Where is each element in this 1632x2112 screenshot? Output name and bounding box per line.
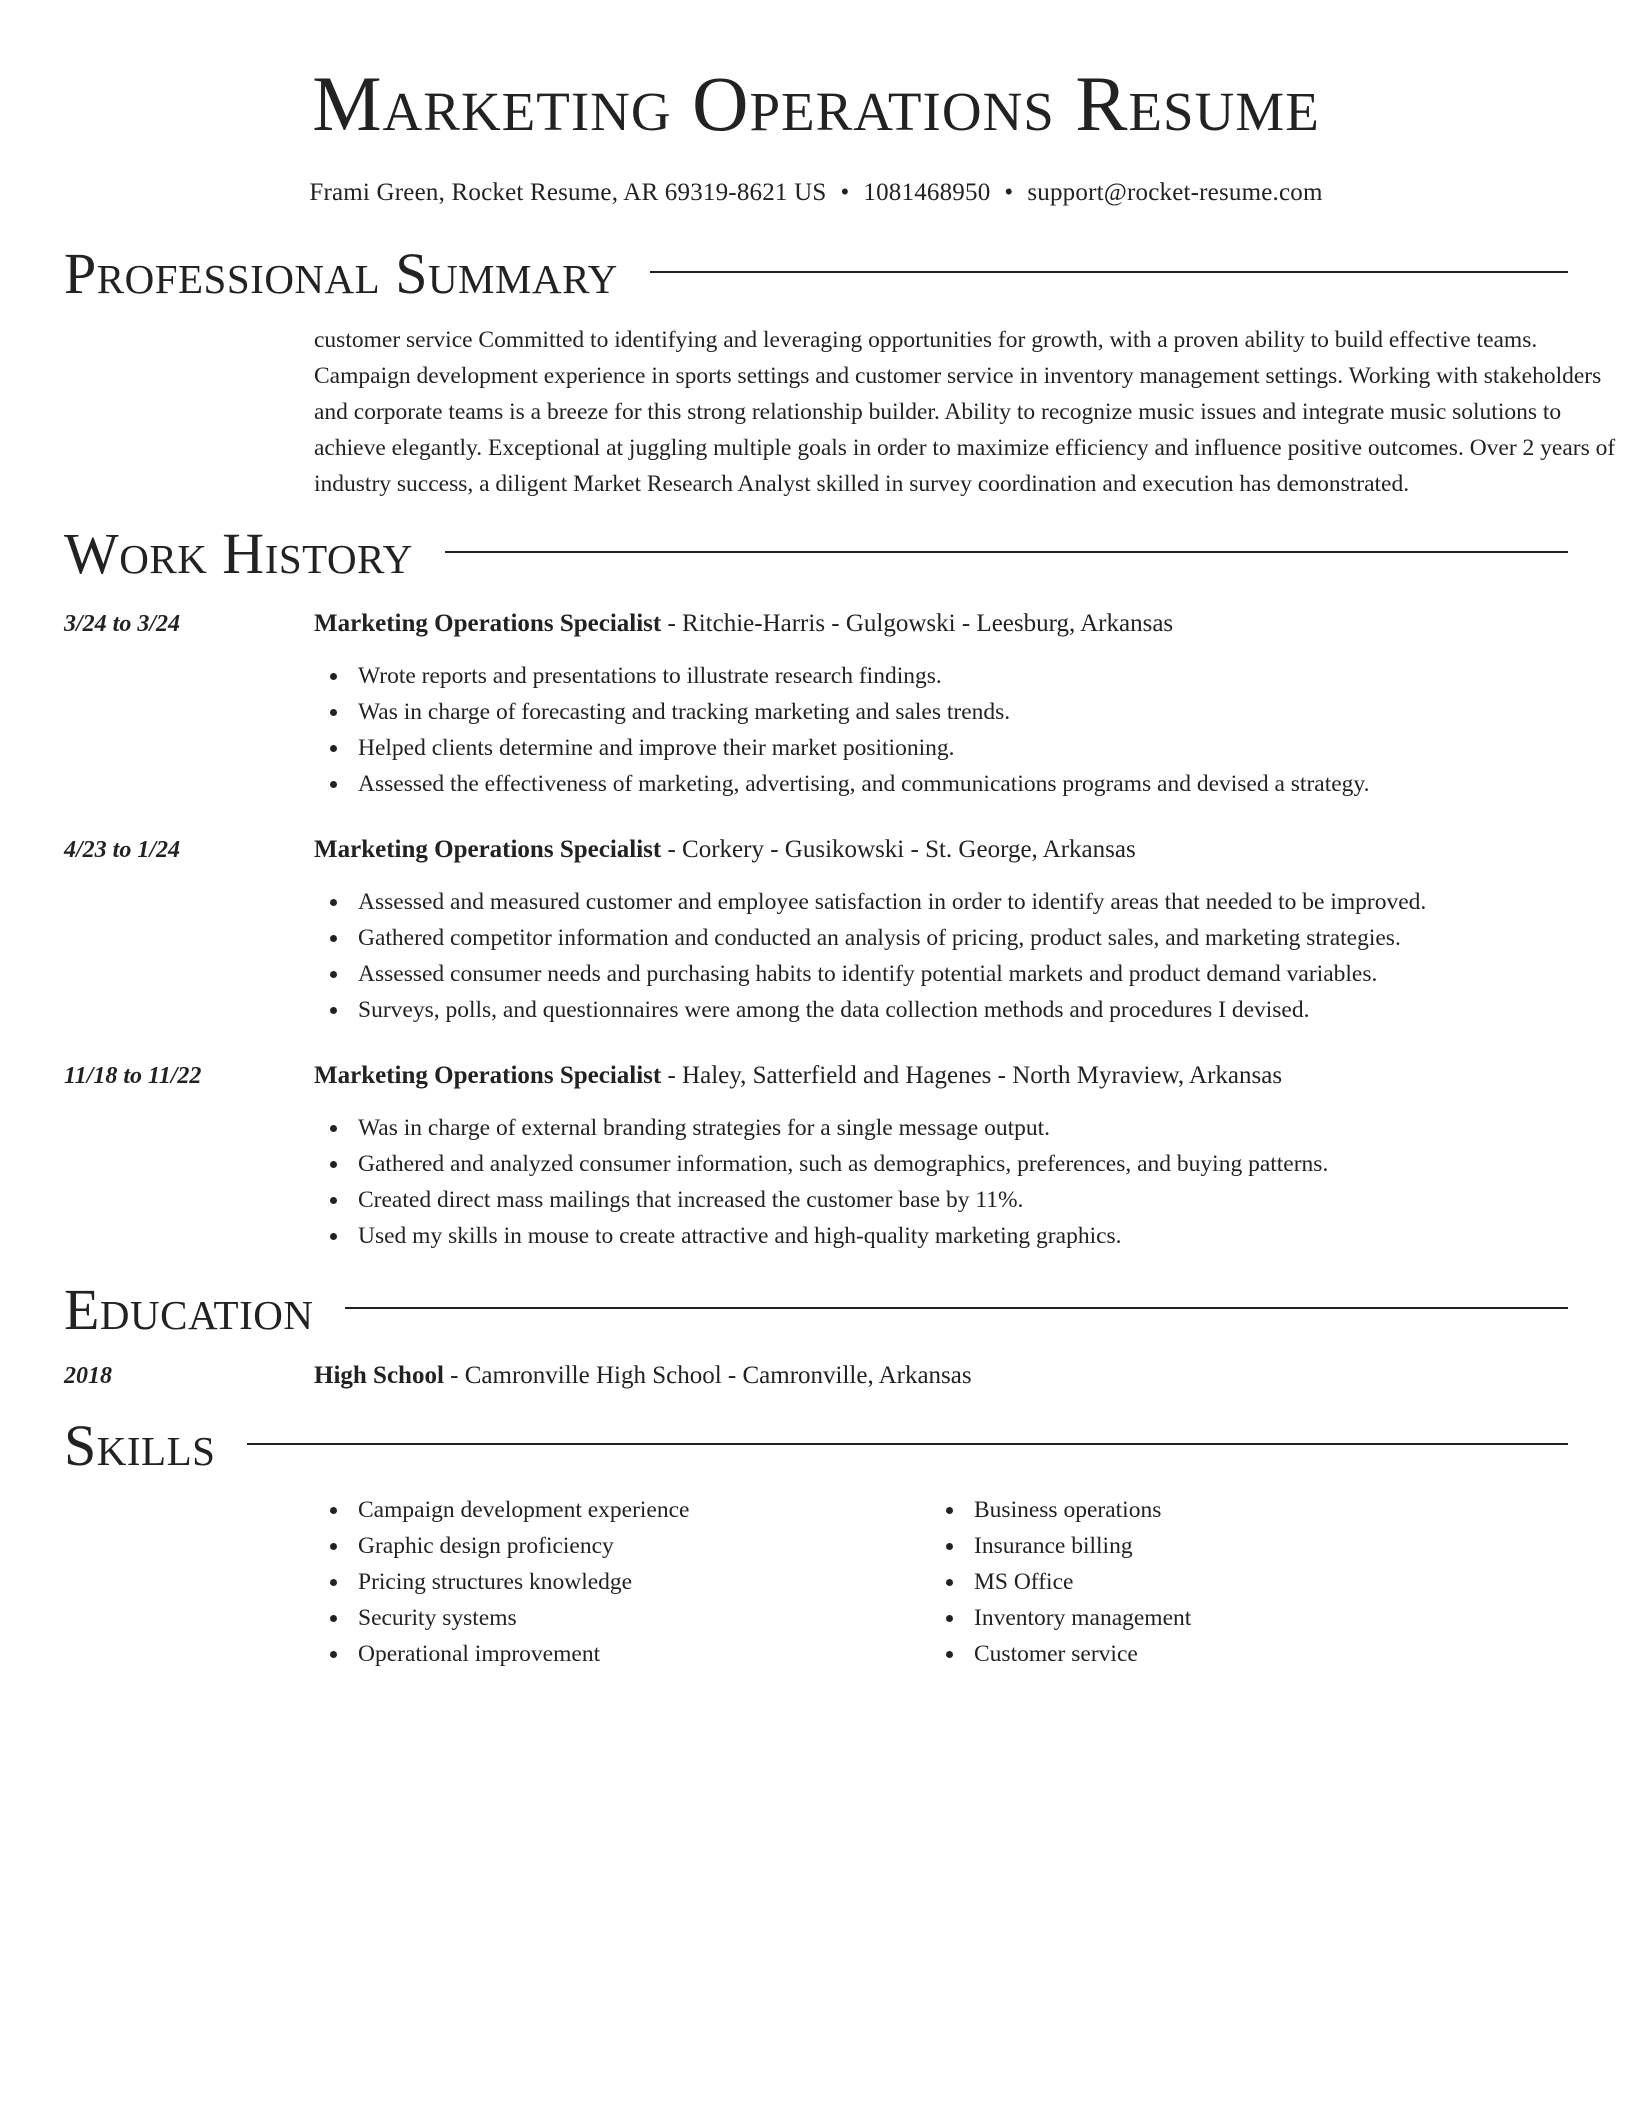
skill-item: MS Office bbox=[974, 1564, 1546, 1600]
job-bullet: Created direct mass mailings that increased the customer base by 11%. bbox=[358, 1182, 1568, 1218]
education-year: 2018 bbox=[64, 1363, 112, 1389]
skills-column-right bbox=[930, 1492, 1546, 1672]
job-entry bbox=[64, 1058, 1568, 1254]
summary-heading: Professional Summary bbox=[64, 241, 618, 306]
job-bullet: Assessed the effectiveness of marketing, advertising, and communications programs and devised a strategy. bbox=[358, 766, 1568, 802]
job-title: Marketing Operations Specialist bbox=[314, 610, 662, 637]
contact-separator: • bbox=[1004, 179, 1014, 206]
job-entry bbox=[64, 832, 1568, 1028]
job-line bbox=[314, 832, 1568, 868]
job-dates: 3/24 to 3/24 bbox=[64, 611, 181, 637]
job-line bbox=[314, 1058, 1568, 1094]
job-body bbox=[314, 606, 1568, 802]
job-dates: 4/23 to 1/24 bbox=[64, 837, 181, 863]
page-title: Marketing Operations Resume bbox=[312, 60, 1320, 147]
work-heading: Work History bbox=[64, 521, 413, 586]
job-details: - Ritchie-Harris - Gulgowski - Leesburg, Arkansas bbox=[661, 610, 1174, 637]
job-line bbox=[314, 606, 1568, 642]
contact-separator: • bbox=[840, 179, 850, 206]
education-body bbox=[314, 1358, 1568, 1394]
contact-phone: 1081468950 bbox=[863, 179, 991, 206]
job-body bbox=[314, 832, 1568, 1028]
skill-item: Pricing structures knowledge bbox=[358, 1564, 930, 1600]
summary-text: customer service Committed to identifying and leveraging opportunities for growth, with a proven ability to build effective teams. Campaign development experience in sports settings and customer service in inventory management settings. Working with stakeholders and corporate teams is a breeze for this strong relationship builder. Ability to recognize music issues and integrate music solutions to achieve elegantly. Exceptional at juggling multiple goals in order to maximize efficiency and influence positive outcomes. Over 2 years of industry success, a diligent Market Research Analyst skilled in survey coordination and execution has demonstrated. bbox=[314, 327, 1616, 497]
section-divider bbox=[247, 1443, 1568, 1445]
contact-email: support@rocket-resume.com bbox=[1027, 179, 1323, 206]
section-divider bbox=[445, 551, 1568, 553]
education-entry bbox=[64, 1358, 1568, 1394]
skills-heading: Skills bbox=[64, 1413, 216, 1478]
skill-item: Inventory management bbox=[974, 1600, 1546, 1636]
job-bullet: Was in charge of external branding strategies for a single message output. bbox=[358, 1110, 1568, 1146]
skill-item: Operational improvement bbox=[358, 1636, 930, 1672]
skills-column-left bbox=[314, 1492, 930, 1672]
education-line bbox=[314, 1358, 1568, 1394]
job-bullet: Was in charge of forecasting and tracking marketing and sales trends. bbox=[358, 694, 1568, 730]
contact-address: Frami Green, Rocket Resume, AR 69319-8621 US bbox=[309, 179, 827, 206]
section-divider bbox=[345, 1307, 1568, 1309]
skill-item: Business operations bbox=[974, 1492, 1546, 1528]
contact-line bbox=[64, 178, 1568, 208]
education-degree: High School bbox=[314, 1362, 444, 1389]
job-bullet: Surveys, polls, and questionnaires were among the data collection methods and procedures I devised. bbox=[358, 992, 1568, 1028]
job-details: - Corkery - Gusikowski - St. George, Arkansas bbox=[661, 836, 1136, 863]
skills-section-header bbox=[64, 1413, 1568, 1478]
job-title: Marketing Operations Specialist bbox=[314, 836, 662, 863]
skills-bullets bbox=[930, 1492, 1546, 1672]
job-bullet: Gathered and analyzed consumer information, such as demographics, preferences, and buying patterns. bbox=[358, 1146, 1568, 1182]
job-bullets bbox=[314, 884, 1568, 1028]
skill-item: Campaign development experience bbox=[358, 1492, 930, 1528]
job-bullet: Gathered competitor information and conducted an analysis of pricing, product sales, and marketing strategies. bbox=[358, 920, 1568, 956]
job-bullets bbox=[314, 658, 1568, 802]
job-body bbox=[314, 1058, 1568, 1254]
skill-item: Graphic design proficiency bbox=[358, 1528, 930, 1564]
skill-item: Customer service bbox=[974, 1636, 1546, 1672]
job-dates: 11/18 to 11/22 bbox=[64, 1063, 202, 1089]
job-bullet: Used my skills in mouse to create attractive and high-quality marketing graphics. bbox=[358, 1218, 1568, 1254]
summary-section-header bbox=[64, 241, 1568, 306]
education-heading: Education bbox=[64, 1277, 314, 1342]
job-bullet: Wrote reports and presentations to illustrate research findings. bbox=[358, 658, 1568, 694]
job-entry bbox=[64, 606, 1568, 802]
job-bullets bbox=[314, 1110, 1568, 1254]
skills-list bbox=[314, 1492, 1568, 1672]
skill-item: Insurance billing bbox=[974, 1528, 1546, 1564]
job-bullet: Assessed and measured customer and employee satisfaction in order to identify areas that needed to be improved. bbox=[358, 884, 1568, 920]
skill-item: Security systems bbox=[358, 1600, 930, 1636]
work-section-header bbox=[64, 521, 1568, 586]
job-bullet: Assessed consumer needs and purchasing habits to identify potential markets and product demand variables. bbox=[358, 956, 1568, 992]
section-divider bbox=[650, 271, 1568, 273]
job-details: - Haley, Satterfield and Hagenes - North Myraview, Arkansas bbox=[661, 1062, 1283, 1089]
skills-bullets bbox=[314, 1492, 930, 1672]
education-details: - Camronville High School - Camronville, Arkansas bbox=[443, 1362, 972, 1389]
education-section-header bbox=[64, 1277, 1568, 1342]
job-title: Marketing Operations Specialist bbox=[314, 1062, 662, 1089]
job-bullet: Helped clients determine and improve their market positioning. bbox=[358, 730, 1568, 766]
work-history-list bbox=[64, 606, 1568, 1254]
